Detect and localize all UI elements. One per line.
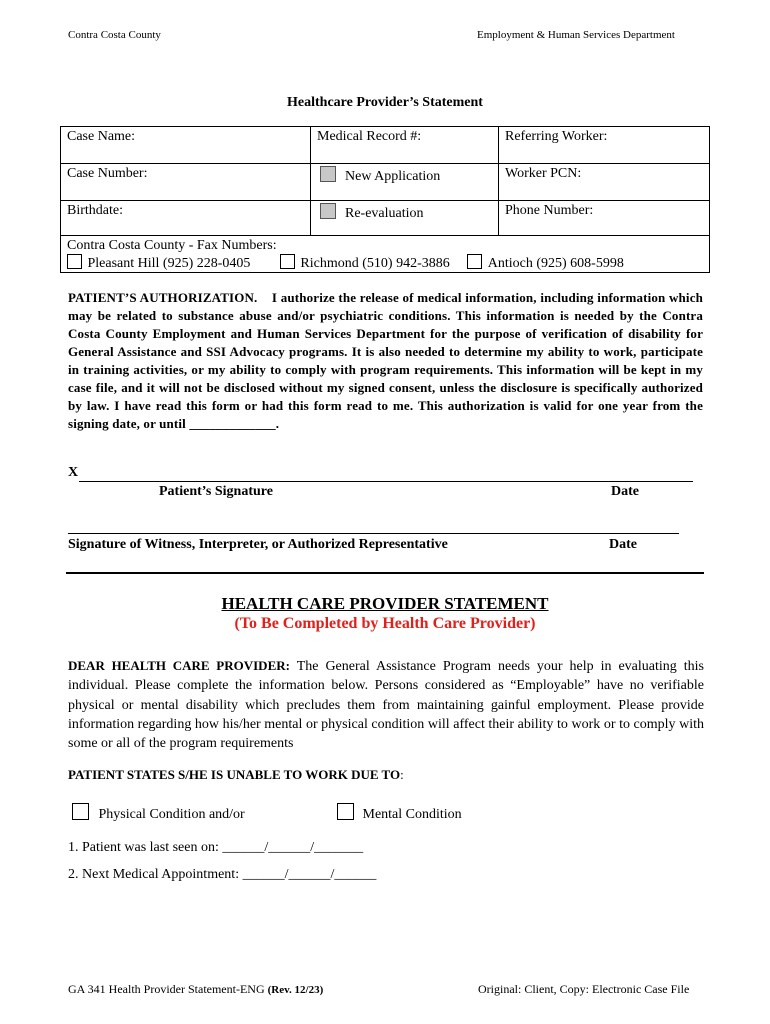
worker-pcn-label: Worker PCN: <box>505 166 582 181</box>
birthdate-label: Birthdate: <box>67 203 123 218</box>
footer-revision: (Rev. 12/23) <box>267 984 324 996</box>
case-info-table <box>60 126 710 273</box>
new-application-checkbox[interactable] <box>320 166 336 182</box>
header-county: Contra Costa County <box>68 29 161 41</box>
case-name-label: Case Name: <box>67 129 136 144</box>
fax-antioch-label: Antioch (925) 608-5998 <box>487 256 624 271</box>
new-application-label: New Application <box>345 169 441 184</box>
dear-provider-body: The General Assistance Program needs your help in evaluating this individual. Please complete the information below. Persons considered as “Employable” have no verifiable physical or mental disability which precludes them from maintaining gainful employment. Please provide information regarding how his/her mental or physical condition will affect their ability to work or to comply with some or all of the program requirements <box>68 659 704 752</box>
witness-date-label: Date <box>609 537 637 552</box>
physical-condition-label: Physical Condition and/or <box>98 807 245 822</box>
footer-form-id <box>68 982 323 997</box>
fax-richmond-label: Richmond (510) 942-3886 <box>300 256 450 271</box>
witness-signature-label: Signature of Witness, Interpreter, or Authorized Representative <box>68 537 448 552</box>
patient-signature-label: Patient’s Signature <box>159 484 273 499</box>
fax-numbers-cell <box>61 236 710 273</box>
footer-form-name: GA 341 Health Provider Statement-ENG <box>68 982 268 996</box>
section-divider <box>66 572 704 574</box>
mental-condition-label: Mental Condition <box>362 807 462 822</box>
pleasant-hill-checkbox[interactable] <box>67 254 82 269</box>
patient-authorization <box>68 289 703 433</box>
phone-number-label: Phone Number: <box>505 203 594 218</box>
physical-condition-checkbox[interactable] <box>72 803 89 820</box>
provider-section-title: HEALTH CARE PROVIDER STATEMENT <box>221 594 549 613</box>
table-row <box>61 127 710 164</box>
fax-heading: Contra Costa County - Fax Numbers: <box>67 238 277 253</box>
dear-provider-lead: DEAR HEALTH CARE PROVIDER: <box>68 658 290 673</box>
case-number-field[interactable] <box>61 164 311 201</box>
table-row <box>61 164 710 201</box>
phone-number-field[interactable] <box>499 201 710 236</box>
signature-x-mark: X <box>68 465 79 480</box>
footer-distribution: Original: Client, Copy: Electronic Case File <box>478 982 690 996</box>
witness-signature-line[interactable] <box>68 533 679 534</box>
dear-provider-paragraph <box>68 656 704 753</box>
patient-states-colon: : <box>400 767 404 782</box>
header-department: Employment & Human Services Department <box>477 29 675 41</box>
fax-pleasant-hill-label: Pleasant Hill (925) 228-0405 <box>87 256 251 271</box>
case-number-label: Case Number: <box>67 166 148 181</box>
next-appointment-field[interactable]: 2. Next Medical Appointment: ______/______/______ <box>68 867 377 882</box>
reevaluation-cell <box>311 201 499 236</box>
antioch-checkbox[interactable] <box>467 254 482 269</box>
reevaluation-checkbox[interactable] <box>320 203 336 219</box>
authorization-lead: PATIENT’S AUTHORIZATION. <box>68 290 258 305</box>
patient-states-label: PATIENT STATES S/HE IS UNABLE TO WORK DUE TO <box>68 767 401 782</box>
fax-options <box>67 254 703 272</box>
form-title: Healthcare Provider’s Statement <box>287 95 483 110</box>
patient-signature-line[interactable] <box>79 481 693 482</box>
physical-condition-option <box>72 803 245 823</box>
referring-worker-field[interactable] <box>499 127 710 164</box>
case-name-field[interactable] <box>61 127 311 164</box>
patient-date-label: Date <box>611 484 639 499</box>
table-row <box>61 236 710 273</box>
provider-section-subtitle: (To Be Completed by Health Care Provider) <box>234 615 536 632</box>
medical-record-label: Medical Record #: <box>317 129 422 144</box>
medical-record-field[interactable] <box>311 127 499 164</box>
patient-states-heading <box>68 767 404 783</box>
worker-pcn-field[interactable] <box>499 164 710 201</box>
new-application-cell <box>311 164 499 201</box>
mental-condition-option <box>337 803 462 823</box>
reevaluation-label: Re-evaluation <box>345 206 424 221</box>
richmond-checkbox[interactable] <box>280 254 295 269</box>
table-row <box>61 201 710 236</box>
mental-condition-checkbox[interactable] <box>337 803 354 820</box>
birthdate-field[interactable] <box>61 201 311 236</box>
last-seen-field[interactable]: 1. Patient was last seen on: ______/______/_______ <box>68 840 364 855</box>
authorization-body: I authorize the release of medical information, including information which may be related to substance abuse and/or psychiatric conditions. This information is needed by the Contra Costa County Employment and Human Services Department for the purpose of verification of disability for General Assistance and SSI Advocacy programs. It is also needed to determine my ability to work, participate in training activities, or my ability to comply with program requirements. This information will be kept in my case file, and it will not be disclosed without my signed consent, unless the disclosure is specifically authorized by law. I have read this form or had this form read to me. This authorization is valid for one year from the signing date, or until _____________. <box>68 290 703 431</box>
referring-worker-label: Referring Worker: <box>505 129 608 144</box>
